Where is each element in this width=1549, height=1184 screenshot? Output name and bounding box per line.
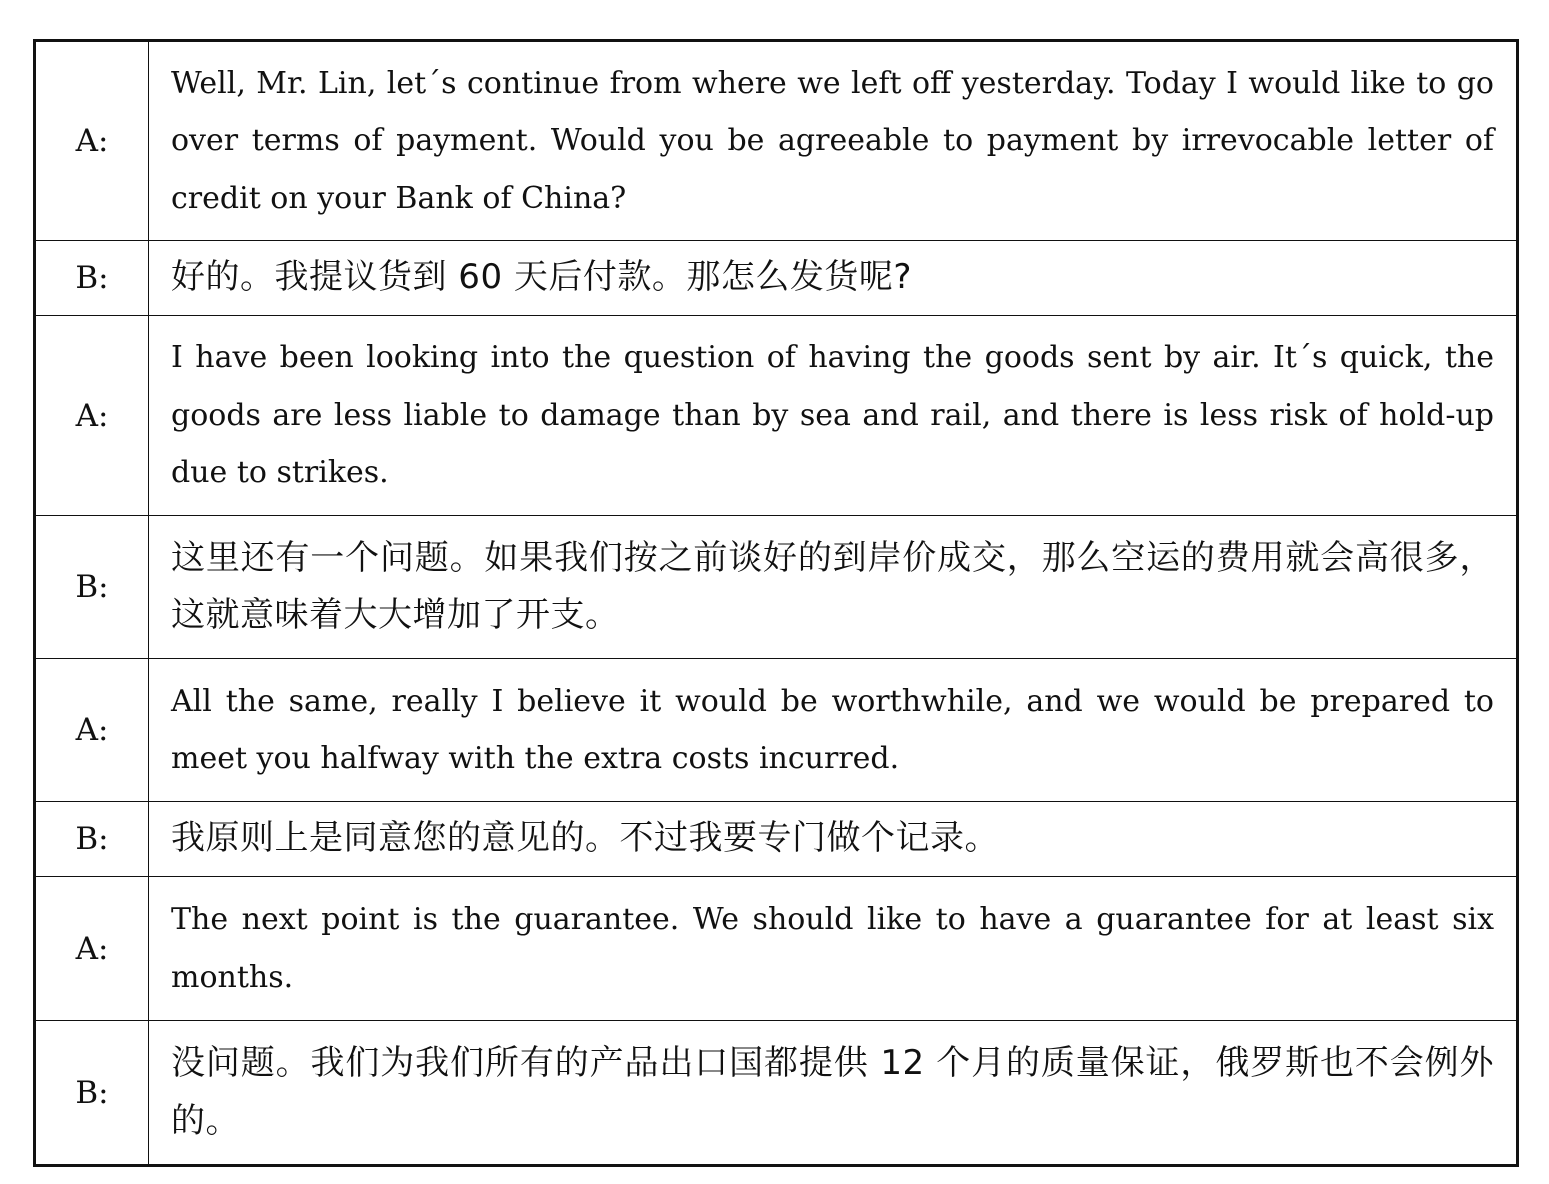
utterance-text: Well, Mr. Lin, let´s continue from where we left off yesterday. Today I would like to go over terms of payment. Would you be agreeable to payment by irrevocable letter of credit on your Bank of China? (149, 41, 1518, 241)
speaker-label: A: (35, 316, 149, 516)
utterance-text: The next point is the guarantee. We should like to have a guarantee for at least six months. (149, 877, 1518, 1021)
dialogue-row (35, 241, 1518, 316)
dialogue-row (35, 516, 1518, 659)
dialogue-table (33, 39, 1519, 1167)
utterance-text: All the same, really I believe it would be worthwhile, and we would be prepared to meet you halfway with the extra costs incurred. (149, 659, 1518, 802)
dialogue-row (35, 1021, 1518, 1166)
speaker-label: A: (35, 877, 149, 1021)
dialogue-row (35, 316, 1518, 516)
utterance-text: 我原则上是同意您的意见的。不过我要专门做个记录。 (149, 802, 1518, 877)
speaker-label: A: (35, 41, 149, 241)
speaker-label: B: (35, 241, 149, 316)
utterance-text: 好的。我提议货到 60 天后付款。那怎么发货呢? (149, 241, 1518, 316)
dialogue-row (35, 41, 1518, 241)
dialogue-row (35, 802, 1518, 877)
speaker-label: B: (35, 802, 149, 877)
utterance-text: 这里还有一个问题。如果我们按之前谈好的到岸价成交，那么空运的费用就会高很多，这就意味着大大增加了开支。 (149, 516, 1518, 659)
utterance-text: 没问题。我们为我们所有的产品出口国都提供 12 个月的质量保证，俄罗斯也不会例外的。 (149, 1021, 1518, 1166)
speaker-label: A: (35, 659, 149, 802)
speaker-label: B: (35, 516, 149, 659)
dialogue-row (35, 659, 1518, 802)
utterance-text: I have been looking into the question of having the goods sent by air. It´s quick, the goods are less liable to damage than by sea and rail, and there is less risk of hold-up due to strikes. (149, 316, 1518, 516)
speaker-label: B: (35, 1021, 149, 1166)
dialogue-row (35, 877, 1518, 1021)
